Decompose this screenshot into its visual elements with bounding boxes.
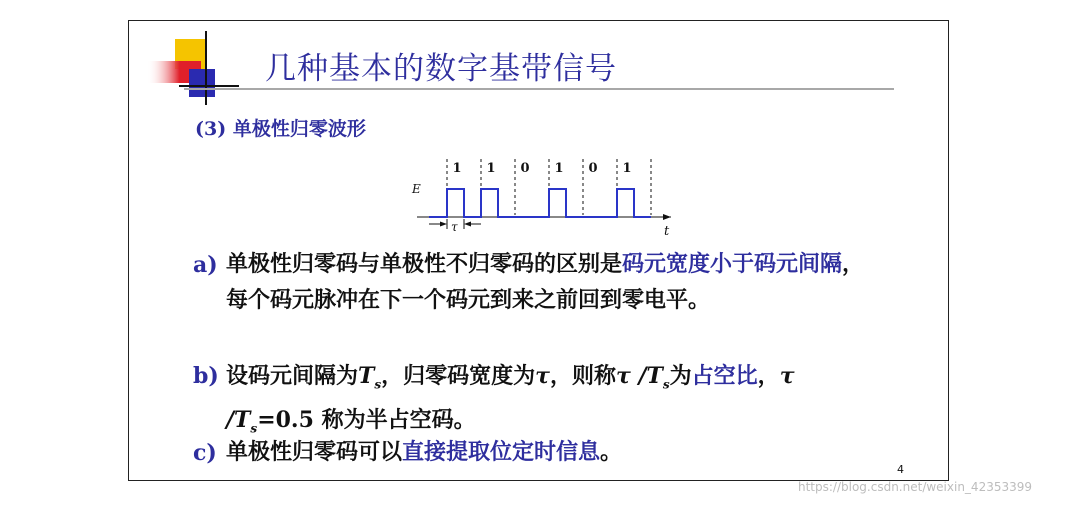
point-c-marker: c) xyxy=(193,440,217,466)
point-b xyxy=(193,358,866,447)
time-axis-arrow xyxy=(663,214,671,220)
highlight-text: 直接提取位定时信息 xyxy=(402,440,601,465)
section-heading xyxy=(195,114,366,141)
tau-label: τ xyxy=(451,220,458,234)
point-c xyxy=(193,435,866,471)
page-number: 4 xyxy=(897,463,904,476)
rz-waveform-diagram xyxy=(409,157,679,239)
bit-label: 1 xyxy=(486,161,496,176)
bit-label: 0 xyxy=(588,161,598,176)
watermark: https://blog.csdn.net/weixin_42353399 xyxy=(798,480,1033,494)
section-number: (3) xyxy=(195,118,227,140)
bit-label: 1 xyxy=(452,161,462,176)
slide xyxy=(128,20,949,481)
bit-label: 0 xyxy=(520,161,530,176)
bit-label: 1 xyxy=(622,161,632,176)
highlight-text: 码元宽度小于码元间隔 xyxy=(622,252,843,277)
highlight-text: 占空比 xyxy=(691,364,758,389)
page-title: 几种基本的数字基带信号 xyxy=(265,51,617,87)
time-axis-label: t xyxy=(664,224,670,239)
point-b-marker: b) xyxy=(193,363,219,389)
point-c-text: 单极性归零码可以直接提取位定时信息。 xyxy=(226,440,623,465)
point-b-text: 设码元间隔为$T_s$，归零码宽度为τ，则称τ $/T_s$为占空比，τ $/T_s=0.5$ 称为半占空码。 xyxy=(226,363,795,436)
deco-blue-square xyxy=(189,69,215,97)
bit-label: 1 xyxy=(554,161,564,176)
section-title: 单极性归零波形 xyxy=(232,118,366,140)
amplitude-label: E xyxy=(412,182,421,196)
point-a-marker: a) xyxy=(193,252,218,278)
rz-signal xyxy=(429,189,651,217)
point-a-text: 单极性归零码与单极性不归零码的区别是码元宽度小于码元间隔，每个码元脉冲在下一个码元到来之前回到零电平。 xyxy=(226,252,865,313)
title-decoration xyxy=(129,21,249,111)
point-a xyxy=(193,247,866,319)
title-divider xyxy=(184,88,894,90)
